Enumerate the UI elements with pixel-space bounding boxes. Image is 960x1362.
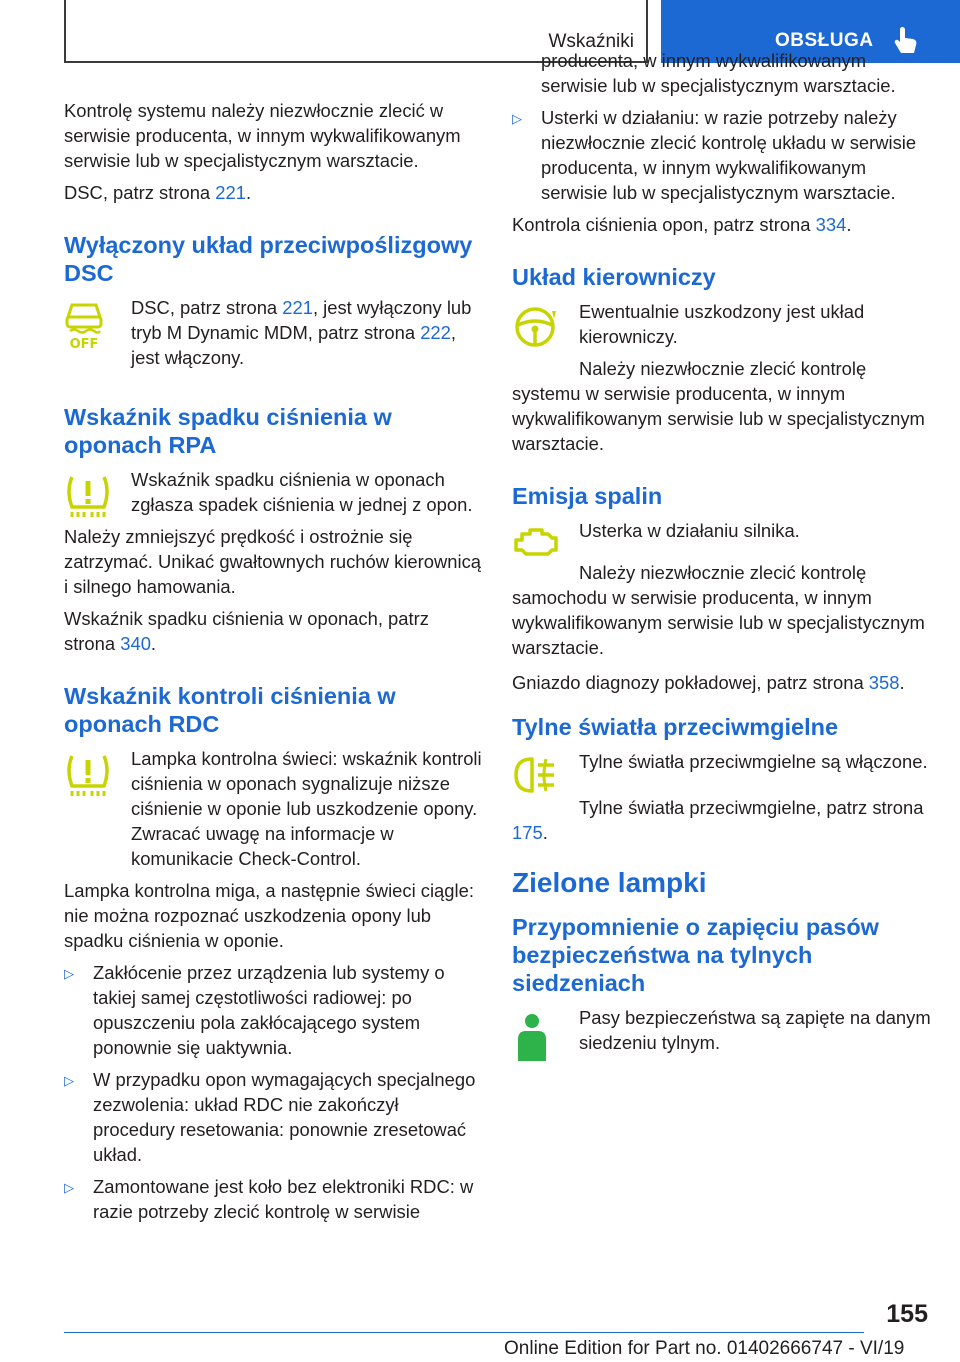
heading-emission: Emisja spalin bbox=[512, 483, 663, 509]
emission-paragraph: Należy niezwłocznie zlecić kontrolę samochodu w serwisie producenta, w innym wykwalifikowanym serwisie lub w specjalistycznym warsztacie. bbox=[512, 562, 925, 658]
heading-dsc-off: Wyłączony układ przeciwpoślizgowy DSC bbox=[64, 232, 473, 286]
dsc-reference: DSC, patrz strona 221. bbox=[64, 182, 252, 203]
left-column bbox=[64, 98, 484, 1231]
rpa-block bbox=[64, 467, 484, 524]
seatbelt-block bbox=[512, 1005, 932, 1065]
heading-fog-lights: Tylne światła przeciwmgielne bbox=[512, 714, 839, 740]
footer-divider bbox=[64, 1332, 864, 1333]
steering-block bbox=[512, 299, 932, 356]
header-section-title: Wskaźniki bbox=[548, 31, 634, 52]
rdc-block bbox=[64, 746, 484, 878]
tyre-pressure-control-icon bbox=[64, 752, 112, 798]
page-number: 155 bbox=[886, 1300, 928, 1328]
engine-icon bbox=[512, 524, 562, 560]
heading-rdc: Wskaźnik kontroli ciśnienia w oponach RDC bbox=[64, 683, 396, 737]
dsc-off-text: DSC, patrz strona 221, jest wyłączony lub tryb M Dynamic MDM, patrz strona 222, jest włączony. bbox=[131, 297, 472, 368]
heading-seatbelt: Przypomnienie o zapięciu pasów bezpieczeństwa na tylnych siedzeniach bbox=[512, 914, 879, 996]
seatbelt-fastened-icon bbox=[512, 1011, 552, 1065]
triangle-bullet-icon: ▷ bbox=[64, 1073, 74, 1088]
footer-edition: Online Edition for Part no. 01402666747 - VI/19 bbox=[504, 1338, 905, 1359]
page-link-221[interactable]: 221 bbox=[215, 182, 246, 203]
rpa-paragraph: Należy zmniejszyć prędkość i ostrożnie się zatrzymać. Unikać gwałtownych ruchów kierownicą i silnego hamowania. bbox=[64, 526, 482, 597]
page-link-175[interactable]: 175 bbox=[512, 822, 543, 843]
right-column bbox=[512, 50, 932, 1065]
emission-icon-text: Usterka w działaniu silnika. bbox=[579, 520, 800, 541]
emission-block bbox=[512, 518, 932, 560]
fog-block bbox=[512, 749, 932, 795]
heading-steering: Układ kierowniczy bbox=[512, 264, 716, 290]
tyre-reference: Kontrola ciśnienia opon, patrz strona 334. bbox=[512, 214, 852, 235]
fog-icon-text: Tylne światła przeciwmgielne są włączone. bbox=[579, 751, 928, 772]
seatbelt-icon-text: Pasy bezpieczeństwa są zapięte na danym siedzeniu tylnym. bbox=[579, 1007, 931, 1053]
list-item: ▷ Zakłócenie przez urządzenia lub systemy o takiej samej częstotliwości radiowej: po opuszczeniu pola zakłócającego system ponownie się uaktywnia. bbox=[64, 962, 445, 1058]
tyre-pressure-warning-icon bbox=[64, 473, 112, 519]
page-link-222[interactable]: 222 bbox=[420, 322, 451, 343]
list-item: ▷ Usterki w działaniu: w razie potrzeby należy niezwłocznie zlecić kontrolę układu w serwisie producenta, w innym wykwalifikowanym serwisie lub w specjalistycznym warsztacie. bbox=[512, 107, 917, 203]
page-link-340[interactable]: 340 bbox=[120, 633, 151, 654]
triangle-bullet-icon: ▷ bbox=[64, 966, 74, 981]
page-link-334[interactable]: 334 bbox=[815, 214, 847, 235]
rdc-icon-text: Lampka kontrolna świeci: wskaźnik kontroli ciśnienia w oponach sygnalizuje niższe ciśnienie w oponie lub uszkodzenie opony. Zwracać uwagę na informacje w komunikacie Check-Control. bbox=[131, 748, 482, 869]
rear-fog-light-icon bbox=[512, 755, 558, 795]
dsc-off-block bbox=[64, 295, 484, 377]
triangle-bullet-icon: ▷ bbox=[512, 111, 522, 126]
heading-green-lamps: Zielone lampki bbox=[512, 867, 707, 898]
fog-reference: Tylne światła przeciwmgielne, patrz strona 175. bbox=[512, 797, 924, 843]
heading-rpa: Wskaźnik spadku ciśnienia w oponach RPA bbox=[64, 404, 392, 458]
svg-text:OFF: OFF bbox=[69, 337, 99, 351]
header-chapter-title: OBSŁUGA bbox=[775, 30, 874, 51]
intro-paragraph: Kontrolę systemu należy niezwłocznie zlecić w serwisie producenta, w innym wykwalifikowanym serwisie lub w specjalistycznym warsztacie. bbox=[64, 100, 461, 171]
triangle-bullet-icon: ▷ bbox=[64, 1180, 74, 1195]
list-item: ▷ Zamontowane jest koło bez elektroniki RDC: w razie potrzeby zlecić kontrolę w serwisie bbox=[64, 1176, 474, 1222]
page-link-221b[interactable]: 221 bbox=[282, 297, 313, 318]
rpa-icon-text: Wskaźnik spadku ciśnienia w oponach zgłasza spadek ciśnienia w jednej z opon. bbox=[131, 469, 473, 515]
list-item-continued: producenta, w innym wykwalifikowanym serwisie lub w specjalistycznym warsztacie. bbox=[541, 50, 896, 96]
rpa-reference: Wskaźnik spadku ciśnienia w oponach, patrz strona 340. bbox=[64, 608, 429, 654]
rdc-paragraph: Lampka kontrolna miga, a następnie świeci ciągle: nie można rozpoznać uszkodzenia opony lub spadku ciśnienia w oponie. bbox=[64, 880, 474, 951]
steering-wheel-warning-icon bbox=[512, 305, 558, 349]
steering-paragraph: Należy niezwłocznie zlecić kontrolę systemu w serwisie producenta, w innym wykwalifikowanym serwisie lub w specjalistycznym warsztacie. bbox=[512, 358, 925, 454]
obd-reference: Gniazdo diagnozy pokładowej, patrz strona 358. bbox=[512, 672, 905, 693]
page-link-358[interactable]: 358 bbox=[868, 672, 900, 693]
steering-icon-text: Ewentualnie uszkodzony jest układ kierowniczy. bbox=[579, 301, 865, 347]
list-item: ▷ W przypadku opon wymagających specjalnego zezwolenia: układ RDC nie zakończył procedury resetowania: ponownie zresetować układ. bbox=[64, 1069, 476, 1165]
dsc-off-icon bbox=[64, 301, 104, 351]
